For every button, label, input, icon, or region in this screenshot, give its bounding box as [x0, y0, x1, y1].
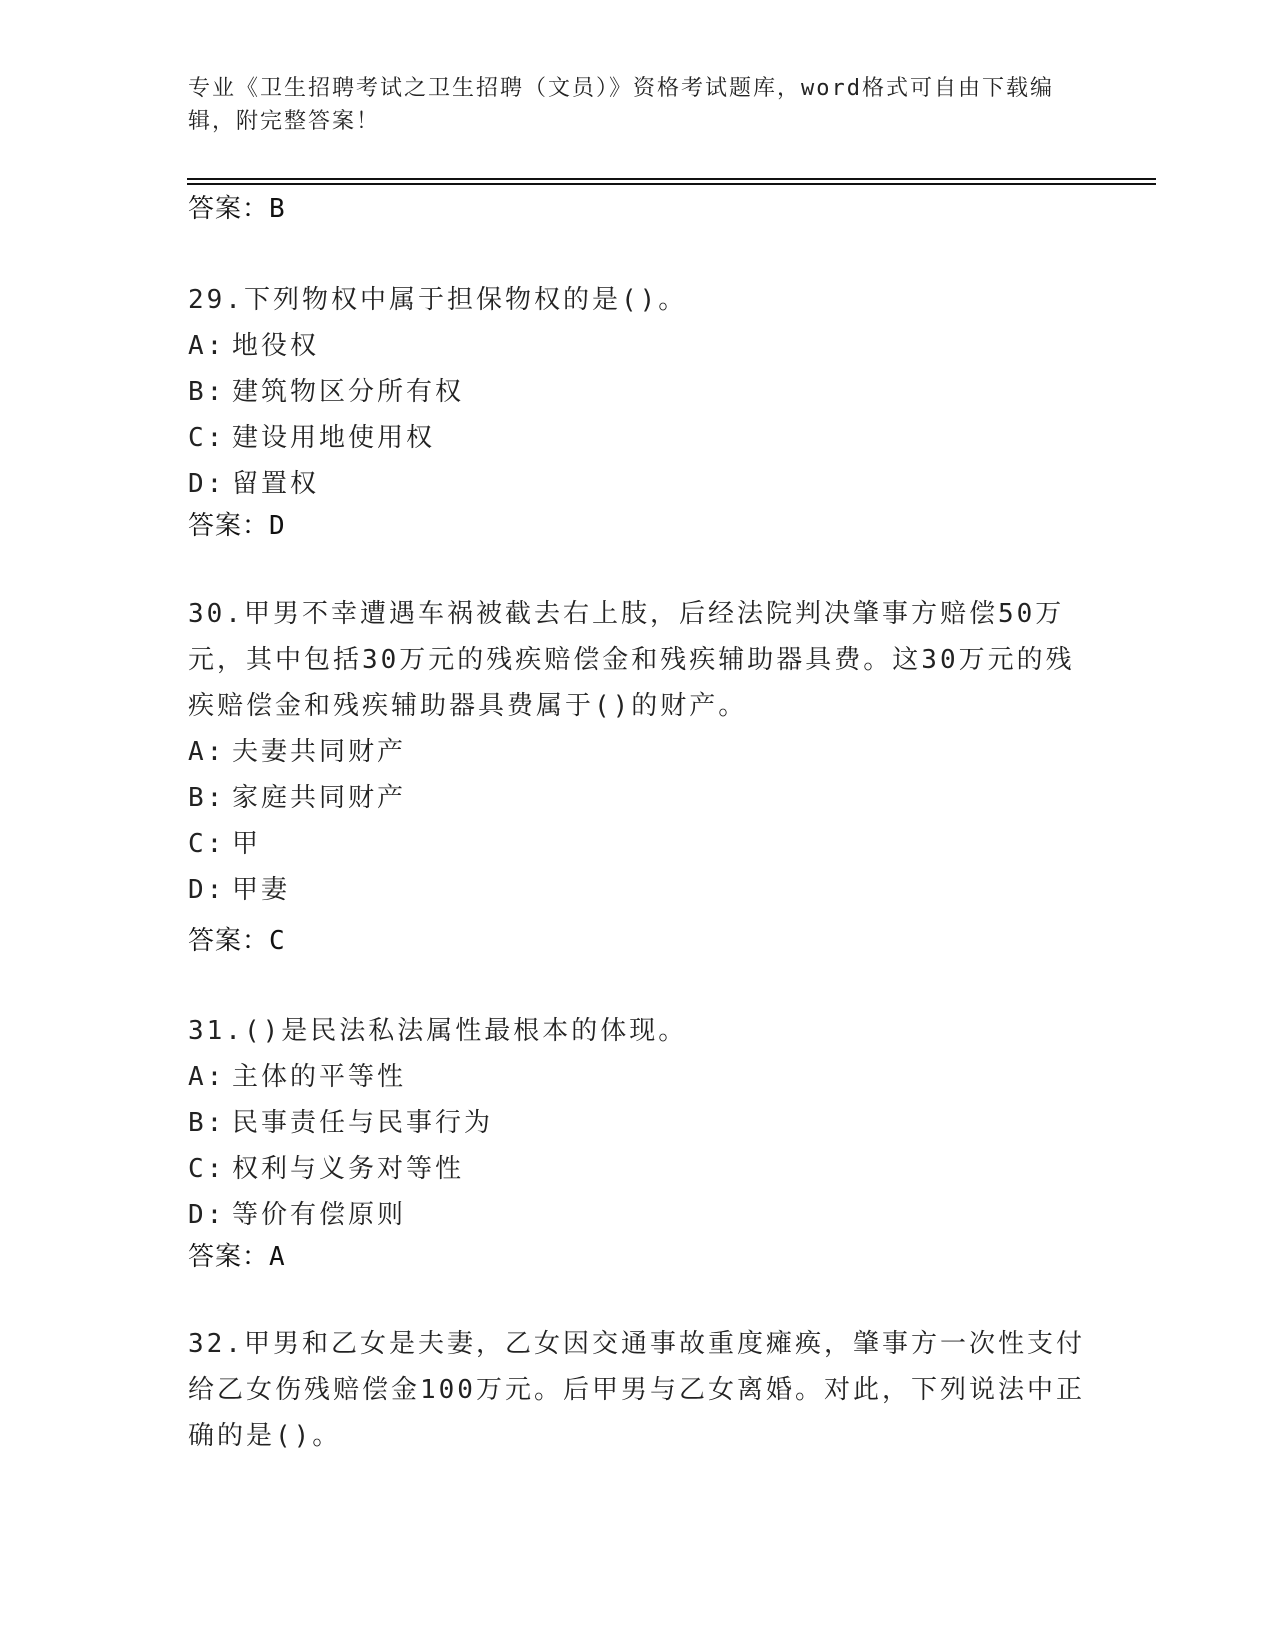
option-text: 留置权 — [232, 469, 320, 499]
question-31 — [188, 1008, 1088, 1238]
option-letter: A: — [188, 1062, 226, 1092]
option-letter: D: — [188, 1200, 226, 1230]
option-text: 建筑物区分所有权 — [232, 377, 465, 407]
option-text: 家庭共同财产 — [232, 783, 407, 813]
option-d — [188, 1192, 1088, 1238]
answer-28: 答案：B — [188, 194, 286, 224]
answer-30: 答案：C — [188, 926, 286, 956]
question-32 — [188, 1321, 1088, 1459]
option-a — [188, 1054, 1088, 1100]
question-stem: 31.()是民法私法属性最根本的体现。 — [188, 1016, 688, 1046]
option-letter: B: — [188, 377, 226, 407]
option-b — [188, 369, 1088, 415]
option-text: 地役权 — [232, 331, 320, 361]
answer-31: 答案：A — [188, 1242, 286, 1272]
question-29 — [188, 277, 1088, 507]
option-letter: D: — [188, 469, 226, 499]
question-stem: 32.甲男和乙女是夫妻，乙女因交通事故重度瘫痪，肇事方一次性支付给乙女伤残赔偿金100万元。后甲男与乙女离婚。对此，下列说法中正确的是()。 — [188, 1329, 1085, 1451]
option-text: 甲妻 — [232, 875, 291, 905]
option-a — [188, 729, 1088, 775]
question-stem: 30.甲男不幸遭遇车祸被截去右上肢，后经法院判决肇事方赔偿50万元，其中包括30万元的残疾赔偿金和残疾辅助器具费。这30万元的残疾赔偿金和残疾辅助器具费属于()的财产。 — [188, 599, 1075, 721]
option-text: 等价有偿原则 — [232, 1200, 407, 1230]
option-b — [188, 1100, 1088, 1146]
option-text: 主体的平等性 — [232, 1062, 407, 1092]
option-text: 夫妻共同财产 — [232, 737, 407, 767]
option-letter: A: — [188, 737, 226, 767]
option-c — [188, 1146, 1088, 1192]
option-letter: C: — [188, 423, 226, 453]
option-a — [188, 323, 1088, 369]
question-stem: 29.下列物权中属于担保物权的是()。 — [188, 285, 688, 315]
answer-29: 答案：D — [188, 511, 286, 541]
option-text: 民事责任与民事行为 — [232, 1108, 494, 1138]
option-d — [188, 867, 1088, 913]
option-d — [188, 461, 1088, 507]
header-rule-bottom — [187, 183, 1156, 185]
option-letter: A: — [188, 331, 226, 361]
option-letter: B: — [188, 783, 226, 813]
header-rule-top — [187, 178, 1156, 180]
question-30 — [188, 591, 1088, 913]
option-text: 甲 — [232, 829, 262, 859]
header-note: 专业《卫生招聘考试之卫生招聘（文员）》资格考试题库，word格式可自由下载编辑，附完整答案！ — [188, 76, 1054, 134]
option-letter: D: — [188, 875, 226, 905]
option-letter: C: — [188, 829, 226, 859]
option-text: 权利与义务对等性 — [232, 1154, 465, 1184]
option-c — [188, 821, 1088, 867]
option-letter: C: — [188, 1154, 226, 1184]
option-text: 建设用地使用权 — [232, 423, 436, 453]
option-b — [188, 775, 1088, 821]
option-letter: B: — [188, 1108, 226, 1138]
option-c — [188, 415, 1088, 461]
